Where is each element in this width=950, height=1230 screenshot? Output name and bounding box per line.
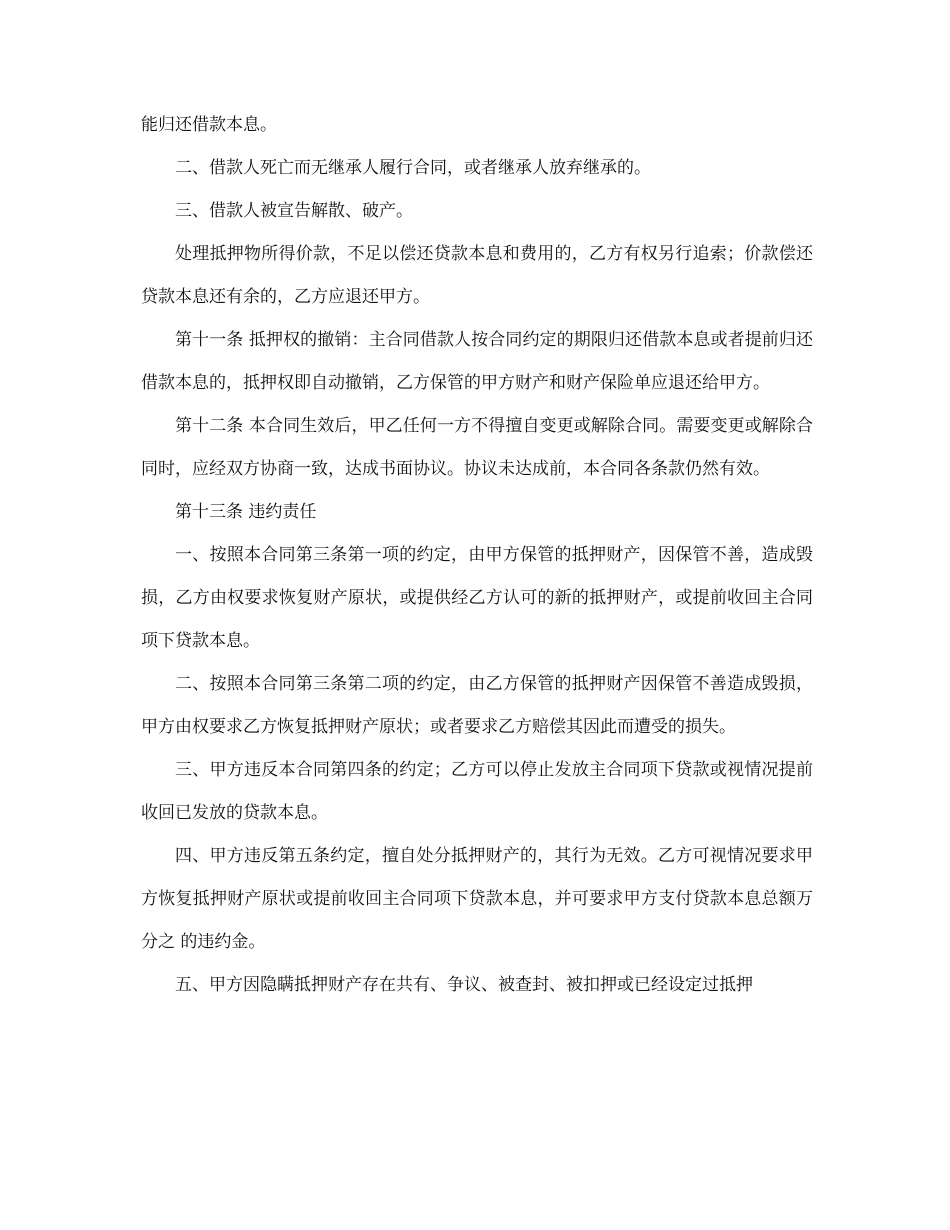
document-body: [141, 104, 813, 1007]
paragraph-article-13-item-1: 一、按照本合同第三条第一项的约定，由甲方保管的抵押财产，因保管不善，造成毁损，乙方由权要求恢复财产原状，或提供经乙方认可的新的抵押财产，或提前收回主合同项下贷款本息。: [141, 545, 813, 651]
paragraph-clause-3: 三、借款人被宣告解散、破产。: [175, 201, 413, 221]
paragraph-article-13-title: 第十三条 违约责任: [175, 502, 317, 522]
paragraph-article-13-item-4: 四、甲方违反第五条约定，擅自处分抵押财产的，其行为无效。乙方可视情况要求甲方恢复抵押财产原状或提前收回主合同项下贷款本息，并可要求甲方支付贷款本息总额万分之 的违约金。: [141, 846, 813, 952]
paragraph-clause-2: 二、借款人死亡而无继承人履行合同，或者继承人放弃继承的。: [175, 158, 651, 178]
paragraph-article-12: 第十二条 本合同生效后，甲乙任何一方不得擅自变更或解除合同。需要变更或解除合同时，应经双方协商一致，达成书面协议。协议未达成前，本合同各条款仍然有效。: [141, 416, 813, 479]
paragraph-article-13-item-5: 五、甲方因隐瞒抵押财产存在共有、争议、被查封、被扣押或已经设定过抵押: [175, 975, 753, 995]
paragraph-article-13-item-3: 三、甲方违反本合同第四条的约定；乙方可以停止发放主合同项下贷款或视情况提前收回已发放的贷款本息。: [141, 760, 813, 823]
paragraph-article-13-item-2: 二、按照本合同第三条第二项的约定，由乙方保管的抵押财产因保管不善造成毁损，甲方由权要求乙方恢复抵押财产原状；或者要求乙方赔偿其因此而遭受的损失。: [141, 674, 813, 737]
paragraph-article-11: 第十一条 抵押权的撤销：主合同借款人按合同约定的期限归还借款本息或者提前归还借款本息的，抵押权即自动撤销，乙方保管的甲方财产和财产保险单应退还给甲方。: [141, 330, 813, 393]
paragraph-proceeds: 处理抵押物所得价款，不足以偿还贷款本息和费用的，乙方有权另行追索；价款偿还贷款本息还有余的，乙方应退还甲方。: [141, 244, 813, 307]
paragraph-continuation: 能归还借款本息。: [141, 115, 277, 135]
